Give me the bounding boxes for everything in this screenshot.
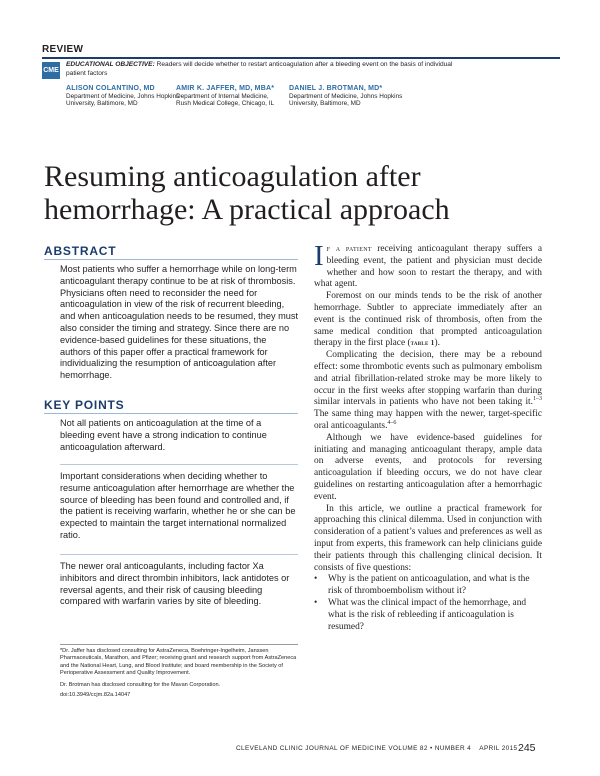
paragraph xyxy=(314,291,542,350)
running-footer xyxy=(236,745,518,752)
article-body xyxy=(314,240,542,633)
paragraph-text: The same thing may happen with the newer, target-specific oral anticoagulants. xyxy=(314,409,542,431)
article-title xyxy=(44,160,554,226)
question-list xyxy=(314,574,542,633)
paragraph-text: ). xyxy=(434,338,440,349)
citation-link[interactable]: 4–6 xyxy=(387,419,397,426)
paragraph xyxy=(314,240,542,291)
list-item xyxy=(314,574,542,598)
section-label: REVIEW xyxy=(42,44,84,55)
journal-name: CLEVELAND CLINIC JOURNAL OF MEDICINE xyxy=(236,745,387,752)
author-name: AMIR K. JAFFER, MD, MBA* xyxy=(176,85,275,92)
abstract-text: Most patients who suffer a hemorrhage while on long-term anticoagulant therapy continue to be at risk of thrombosis. Physicians often need to reconsider the need for anticoagulation in view of the risk of recurrent bleeding, and when anticoagulation needs to be resumed, they must also consider the timing and strategy. Since there are no evidence-based guidelines for these situations, the authors of this paper offer a practical framework for individualizing the resumption of anticoagulation after hemorrhage. xyxy=(60,264,299,381)
paragraph xyxy=(314,350,542,433)
drop-cap: I xyxy=(314,240,324,272)
key-point-divider xyxy=(60,464,298,465)
paragraph: Although we have evidence-based guidelines for initiating and managing anticoagulant therapy, ample data on adverse events, and protocols for reversing anticoagulation if bleeding occurs, we do not have clear guidelines on restarting anticoagulation after a hemorrhagic event. xyxy=(314,432,542,502)
footer-date: APRIL 2015 xyxy=(479,745,518,752)
footer-separator: • xyxy=(430,745,433,752)
key-point-divider xyxy=(60,554,298,555)
disclosure-footnote: *Dr. Jaffer has disclosed consulting for AstraZeneca, Boehringer-Ingelheim, Janssen Pharmaceuticals, Marathon, and Pfizer; receiving grant and research support from AstraZeneca and the National Heart, Lung, and Blood Institute; and board membership in the Society of Perioperative Assessment and Quality Improvement. xyxy=(60,648,297,677)
key-points-rule xyxy=(44,413,298,414)
footnote-rule xyxy=(60,644,298,645)
author-affiliation: Department of Medicine, Johns Hopkins xyxy=(289,92,403,100)
bullet-icon: • xyxy=(314,597,318,608)
key-point: The newer oral anticoagulants, including factor Xa inhibitors and direct thrombin inhibitors, lack antidotes or reversal agents, and their risk of causing bleeding compared with warfarin varies by site of bleeding. xyxy=(60,561,290,607)
footer-volume: VOLUME 82 xyxy=(388,745,428,752)
page-number: 245 xyxy=(518,742,536,754)
paragraph-text: Complicating the decision, there may be a rebound effect: some thrombotic events such as pulmonary embolism and atrial fibrillation-related stroke may be more likely to occur in the first weeks after stopping warfarin than during similar intervals in patients who have not been taking it. xyxy=(314,350,542,408)
author-affiliation: Rush Medical College, Chicago, IL xyxy=(176,100,275,108)
bullet-icon: • xyxy=(314,574,318,585)
abstract-heading: ABSTRACT xyxy=(44,244,117,258)
paragraph: In this article, we outline a practical framework for approaching this clinical dilemma. Used in conjunction with consideration of a patient’s values and preferences as well as input from experts, this framework can help clinicians guide their patients through this challenging clinical decision. It consists of five questions: xyxy=(314,503,542,573)
key-points-heading: KEY POINTS xyxy=(44,398,125,412)
abstract-rule xyxy=(44,259,298,260)
author-affiliation: Department of Internal Medicine, xyxy=(176,92,269,100)
title-line: Resuming anticoagulation after xyxy=(44,160,421,193)
author-name: ALISON COLANTINO, MD xyxy=(66,85,155,92)
doi: doi:10.3949/ccjm.82a.14047 xyxy=(60,692,131,698)
paragraph-text: Foremost on our minds tends to be the risk of another hemorrhage. Subtler to appreciate immediately after an event is the continued risk of thrombosis, often from the same medical condition that prompted anticoagulation therapy in the first place ( xyxy=(314,291,542,349)
author-affiliation: University, Baltimore, MD xyxy=(289,100,361,108)
table-reference-link[interactable]: table 1 xyxy=(410,339,435,348)
key-point: Not all patients on anticoagulation at the time of a bleeding event have a strong indication to continue anticoagulation afterward. xyxy=(60,418,267,452)
footer-number: NUMBER 4 xyxy=(434,745,472,752)
header-rule xyxy=(42,57,560,59)
author-affiliation: University, Baltimore, MD xyxy=(66,100,138,108)
author-block xyxy=(176,85,274,108)
author-block xyxy=(289,85,402,108)
author-affiliation: Department of Medicine, Johns Hopkins xyxy=(66,92,180,100)
objective-label: EDUCATIONAL OBJECTIVE: xyxy=(66,61,155,68)
list-item xyxy=(314,598,542,633)
lead-in: f a patient xyxy=(326,244,372,253)
author-block xyxy=(66,85,179,108)
cme-badge-icon: CME xyxy=(42,62,60,79)
objective-text: Readers will decide whether to restart anticoagulation after a bleeding event on the basis of individual patient factors xyxy=(66,61,453,77)
title-line: hemorrhage: A practical approach xyxy=(44,193,450,226)
citation-link[interactable]: 1–3 xyxy=(533,396,542,403)
key-point: Important considerations when deciding whether to resume anticoagulation after hemorrhage are whether the source of bleeding has been found and controlled and, if the patient is receiving warfarin, whether he or she can be expected to maintain the target international normalized ratio. xyxy=(60,471,296,540)
disclosure-footnote: Dr. Brotman has disclosed consulting for the Mavan Corporation. xyxy=(60,682,221,688)
paragraph-text: receiving anticoagulant therapy suffers a bleeding event, the patient and physician must decide whether and how soon to restart the therapy, and with what agent. xyxy=(314,244,542,290)
list-item-text: What was the clinical impact of the hemorrhage, and what is the risk of rebleeding if anticoagulation is resumed? xyxy=(328,597,527,632)
list-item-text: Why is the patient on anticoagulation, and what is the risk of thromboembolism without it? xyxy=(328,574,530,597)
author-name: DANIEL J. BROTMAN, MD* xyxy=(289,85,383,92)
educational-objective xyxy=(66,61,466,78)
